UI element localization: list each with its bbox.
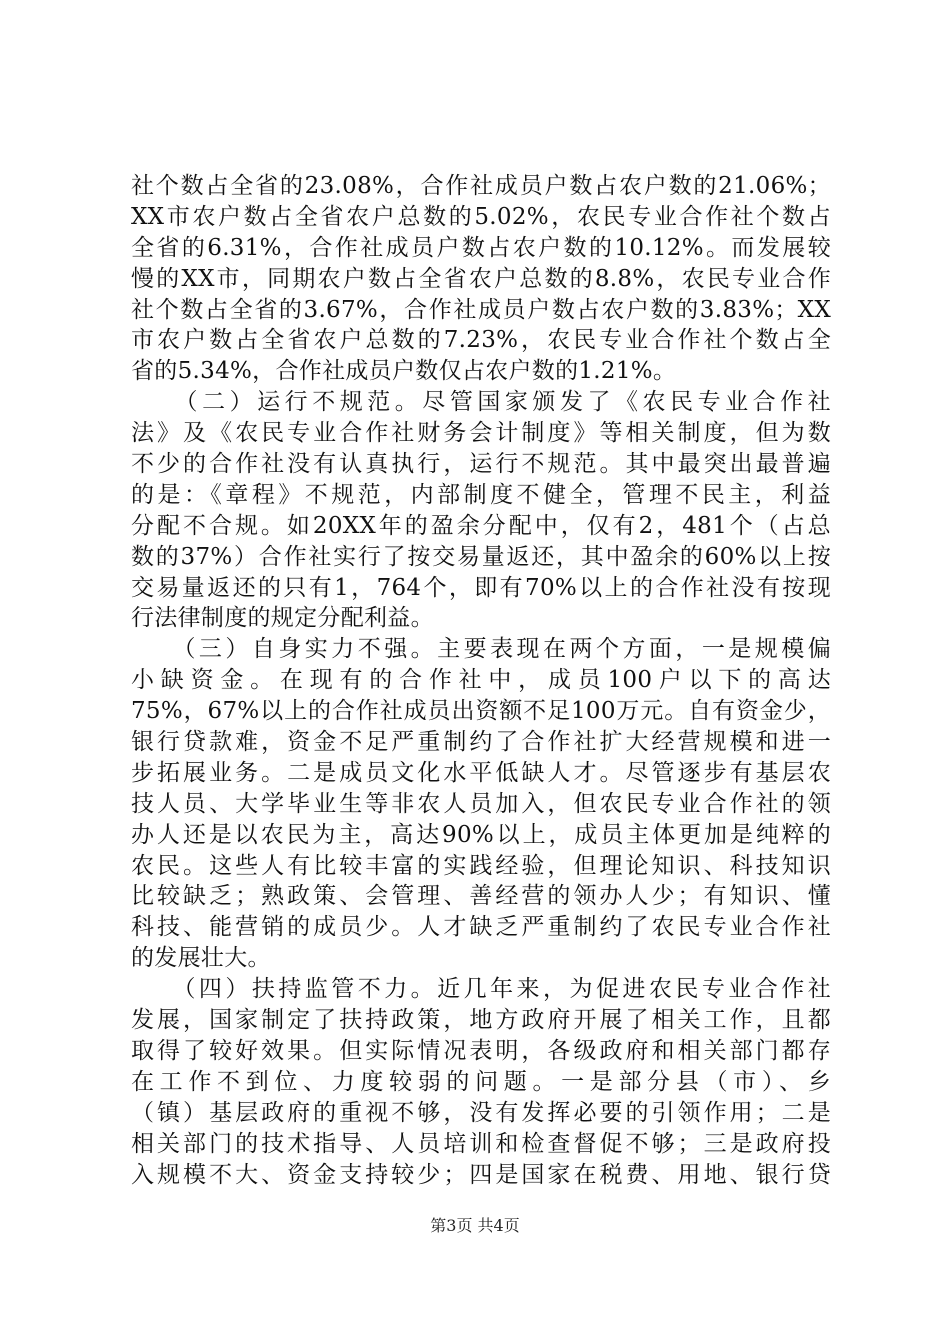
text-line: 技人员、大学毕业生等非农人员加入，但农民专业合作社的领 (131, 790, 831, 817)
text-line: 银行贷款难，资金不足严重制约了合作社扩大经营规模和进一 (131, 729, 831, 756)
text-line: 法》及《农民专业合作社财务会计制度》等相关制度，但为数 (131, 420, 831, 447)
text-line: 小缺资金。在现有的合作社中，成员100户以下的高达 (131, 667, 831, 694)
text-line: 入规模不大、资金支持较少；四是国家在税费、用地、银行贷 (131, 1161, 831, 1188)
text-line: （三）自身实力不强。主要表现在两个方面，一是规模偏 (131, 636, 831, 663)
text-line: 数的37%）合作社实行了按交易量返还，其中盈余的60%以上按 (131, 543, 831, 570)
text-line: 交易量返还的只有1，764个，即有70%以上的合作社没有按现 (131, 574, 831, 601)
text-line: 分配不合规。如20XX年的盈余分配中，仅有2，481个（占总 (131, 512, 831, 539)
text-line: 的发展壮大。 (131, 945, 271, 972)
text-line: 市农户数占全省农户总数的7.23%，农民专业合作社个数占全 (131, 327, 831, 354)
text-line: 社个数占全省的3.67%，合作社成员户数占农户数的3.83%；XX (131, 296, 831, 323)
text-line: 相关部门的技术指导、人员培训和检查督促不够；三是政府投 (131, 1130, 831, 1157)
text-line: 农民。这些人有比较丰富的实践经验，但理论知识、科技知识 (131, 852, 831, 879)
text-line: 步拓展业务。二是成员文化水平低缺人才。尽管逐步有基层农 (131, 759, 831, 786)
text-line: （二）运行不规范。尽管国家颁发了《农民专业合作社 (131, 389, 831, 416)
text-line: 行法律制度的规定分配利益。 (131, 605, 434, 632)
text-line: 在工作不到位、力度较弱的问题。一是部分县（市）、乡 (131, 1068, 831, 1095)
text-line: 全省的6.31%，合作社成员户数占农户数的10.12%。而发展较 (131, 234, 831, 261)
text-line: 慢的XX市，同期农户数占全省农户总数的8.8%，农民专业合作 (131, 265, 831, 292)
text-line: 社个数占全省的23.08%，合作社成员户数占农户数的21.06%； (131, 173, 831, 199)
text-line: XX市农户数占全省农户总数的5.02%，农民专业合作社个数占 (131, 203, 831, 230)
page-footer: 第3页 共4页 (430, 1216, 520, 1235)
text-line: 75%，67%以上的合作社成员出资额不足100万元。自有资金少， (131, 698, 831, 725)
text-line: 科技、能营销的成员少。人才缺乏严重制约了农民专业合作社 (131, 914, 831, 941)
text-line: 办人还是以农民为主，高达90%以上，成员主体更加是纯粹的 (131, 821, 831, 848)
text-line: 的是：《章程》不规范，内部制度不健全，管理不民主，利益 (131, 481, 831, 508)
text-line: 省的5.34%，合作社成员户数仅占农户数的1.21%。 (131, 358, 677, 385)
document-body (131, 171, 831, 1190)
text-line: （四）扶持监管不力。近几年来，为促进农民专业合作社 (131, 976, 831, 1003)
text-line: （镇）基层政府的重视不够，没有发挥必要的引领作用；二是 (131, 1099, 831, 1126)
text-line: 不少的合作社没有认真执行，运行不规范。其中最突出最普遍 (131, 451, 831, 478)
text-line: 比较缺乏；熟政策、会管理、善经营的领办人少；有知识、懂 (131, 883, 831, 910)
text-line: 取得了较好效果。但实际情况表明，各级政府和相关部门都存 (131, 1037, 831, 1064)
text-line: 发展，国家制定了扶持政策，地方政府开展了相关工作，且都 (131, 1007, 831, 1034)
